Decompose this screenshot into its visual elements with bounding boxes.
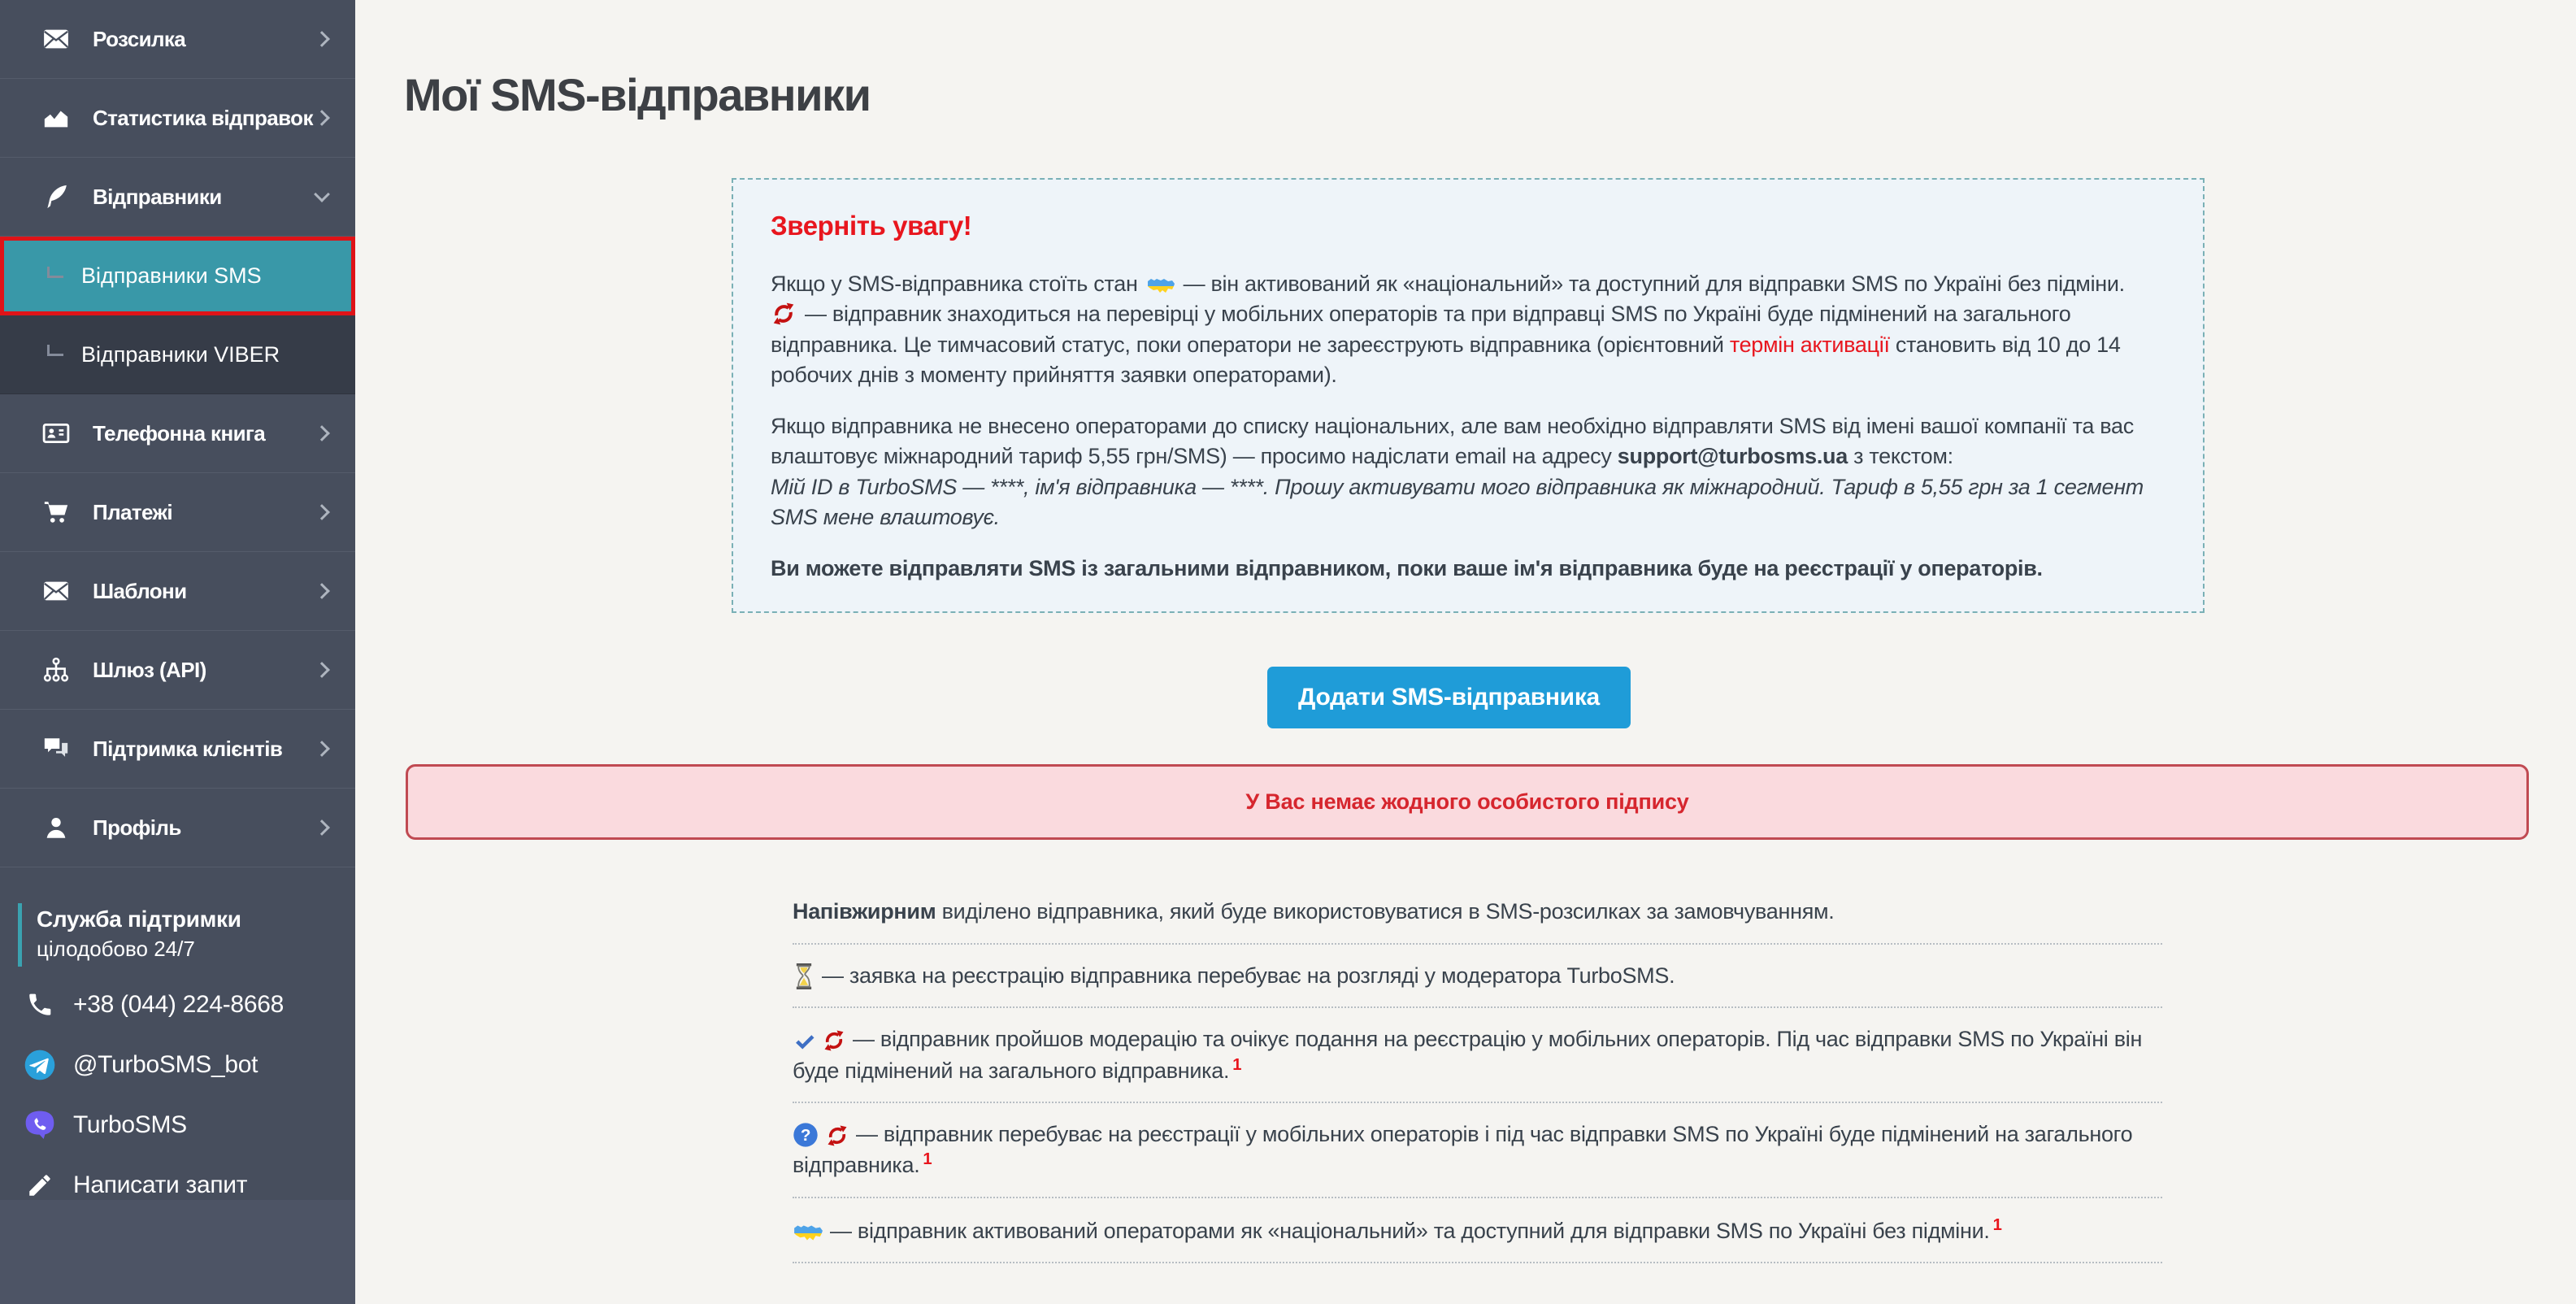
sidebar-item-label: Статистика відправок	[93, 105, 313, 130]
chevron-right-icon	[314, 741, 330, 757]
support-telegram-label: @TurboSMS_bot	[73, 1051, 258, 1078]
user-icon	[37, 811, 75, 844]
status-legend	[793, 880, 2162, 1263]
support-viber-link[interactable]	[18, 1103, 355, 1147]
support-write-request-label: Написати запит	[73, 1171, 248, 1198]
envelope-icon	[37, 23, 75, 55]
notice-box	[732, 178, 2205, 613]
page-title: Мої SMS-відправники	[404, 69, 871, 120]
notice-text: Якщо у SMS-відправника стоїть стан	[771, 272, 1138, 296]
sidebar-item-label: Телефонна книга	[93, 420, 266, 446]
activation-term-link[interactable]: термін активації	[1729, 332, 1890, 357]
add-sms-sender-button[interactable]: Додати SMS-відправника	[1267, 667, 1631, 728]
telegram-icon	[21, 1049, 59, 1081]
chevron-right-icon	[314, 662, 330, 678]
notice-heading: Зверніть увагу!	[771, 211, 972, 241]
notice-email-template-text: Мій ID в TurboSMS — ****, ім'я відправника — ****. Прошу активувати мого відправника як міжнародний. Тариф в 5,55 грн за 1 сегмент SMS мене влаштовує.	[771, 474, 2144, 529]
legend-text: — відправник активований операторами як «національний» та доступний для відправки SMS по Україні без підміни.	[830, 1218, 1990, 1243]
check-icon	[793, 1027, 822, 1051]
refresh-icon	[762, 302, 805, 326]
support-subtitle: цілодобово 24/7	[37, 937, 195, 961]
notice-text: — відправник знаходиться на перевірці у мобільних операторів та при відправці SMS по Україні буде підмінений на загального відправника. Це тимчасовий статус, поки оператори не зареєструють відправника (орієнтовний	[771, 302, 2071, 357]
legend-text: — відправник перебуває на реєстрації у мобільних операторів і під час відправки SMS по Україні буде підмінений на загального відправника.	[793, 1122, 2133, 1178]
chevron-right-icon	[314, 110, 330, 126]
sitemap-icon	[37, 654, 75, 686]
legend-text: — заявка на реєстрацію відправника перебуває на розгляді у модератора TurboSMS.	[822, 963, 1675, 988]
chart-icon	[37, 102, 75, 134]
sidebar-item-label: Відправники	[93, 184, 222, 209]
question-icon	[793, 1122, 825, 1146]
refresh-icon	[825, 1122, 856, 1146]
support-phone-label: +38 (044) 224-8668	[73, 991, 284, 1018]
sidebar-item-label: Профіль	[93, 815, 181, 840]
cart-icon	[37, 496, 75, 528]
support-block	[0, 903, 355, 1207]
elbow-icon	[47, 267, 63, 278]
support-viber-label: TurboSMS	[73, 1111, 187, 1138]
viber-icon	[21, 1109, 59, 1141]
legend-item-national-activated	[793, 1198, 2162, 1263]
sidebar-item-label: Підтримка клієнтів	[93, 736, 283, 761]
legend-item-moderation	[793, 945, 2162, 1008]
notice-text: Якщо відправника не внесено операторами до списку національних, але вам необхідно відправляти SMS від імені вашої компанії та вас влаштовує міжнародний тариф 5,55 грн/SMS) — просимо надіслати email на адресу	[771, 414, 2134, 469]
sidebar-item-phonebook[interactable]	[0, 394, 355, 473]
sidebar-item-label: Розсилка	[93, 26, 186, 51]
sidebar-subitem-label: Відправники VIBER	[81, 341, 280, 367]
sidebar-item-client-support[interactable]	[0, 710, 355, 789]
sidebar-item-label: Шаблони	[93, 578, 187, 603]
chevron-right-icon	[314, 504, 330, 520]
footnote-marker: 1	[1992, 1215, 2002, 1234]
legend-text: — відправник пройшов модерацію та очікує подання на реєстрацію у мобільних операторів. Під час відправки SMS по Україні він буде підмінений на загального відправника.	[793, 1027, 2143, 1083]
sidebar-item-label: Платежі	[93, 499, 172, 524]
support-header	[18, 903, 355, 967]
feather-icon	[37, 180, 75, 213]
legend-bold-text: Напівжирним	[793, 899, 936, 924]
phone-icon	[21, 991, 59, 1019]
notice-paragraph-2	[771, 411, 2165, 532]
refresh-icon	[822, 1027, 853, 1051]
notice-conclusion: Ви можете відправляти SMS із загальними відправником, поки ваше ім'я відправника буде на реєстрації у операторів.	[771, 556, 2043, 580]
sidebar-item-mailing[interactable]	[0, 0, 355, 79]
elbow-icon	[47, 345, 63, 356]
sidebar-subitem-senders-viber[interactable]	[0, 315, 355, 394]
notice-text: з текстом:	[1853, 444, 1953, 469]
notice-text: становить від 10 до 14 робочих днів з моменту прийняття заявки операторами).	[771, 332, 2121, 387]
footnote-marker: 1	[923, 1150, 932, 1169]
chevron-down-icon	[314, 186, 330, 202]
no-signature-alert: У Вас немає жодного особистого підпису	[406, 764, 2529, 840]
sidebar-item-templates[interactable]	[0, 552, 355, 631]
ukraine-flag-icon	[793, 1219, 830, 1243]
chevron-right-icon	[314, 31, 330, 47]
support-title: Служба підтримки	[37, 906, 241, 932]
ukraine-flag-icon	[1138, 272, 1184, 296]
legend-item-default-sender	[793, 880, 2162, 944]
address-book-icon	[37, 417, 75, 450]
sidebar-item-gateway-api[interactable]	[0, 631, 355, 710]
legend-text: виділено відправника, який буде використовуватися в SMS-розсилках за замовчуванням.	[936, 899, 1835, 924]
notice-text: — він активований як «національний» та доступний для відправки SMS по Україні без підміни.	[1183, 272, 2125, 296]
sidebar-item-payments[interactable]	[0, 473, 355, 552]
support-email-link[interactable]: support@turbosms.ua	[1617, 444, 1848, 469]
envelope-icon	[37, 575, 75, 607]
sidebar-subitem-label: Відправники SMS	[81, 263, 262, 288]
comments-icon	[37, 732, 75, 765]
sidebar-footer	[0, 1200, 355, 1304]
svg-text:?: ?	[800, 1125, 811, 1145]
sidebar-item-statistics[interactable]	[0, 79, 355, 158]
legend-item-operator-registration	[793, 1103, 2162, 1198]
footnote-marker: 1	[1232, 1055, 1242, 1074]
pencil-icon	[21, 1171, 59, 1199]
hourglass-icon	[793, 963, 822, 988]
notice-paragraph-1	[771, 269, 2165, 390]
sidebar-item-profile[interactable]	[0, 789, 355, 867]
sidebar-item-label: Шлюз (API)	[93, 657, 206, 682]
chevron-right-icon	[314, 425, 330, 441]
support-phone-link[interactable]	[18, 983, 355, 1027]
legend-item-passed-moderation	[793, 1008, 2162, 1103]
sidebar	[0, 0, 355, 1304]
sidebar-item-senders[interactable]	[0, 158, 355, 237]
support-telegram-link[interactable]	[18, 1043, 355, 1087]
chevron-right-icon	[314, 583, 330, 599]
sidebar-subitem-senders-sms[interactable]	[0, 237, 355, 315]
chevron-right-icon	[314, 819, 330, 836]
main-content	[355, 0, 2576, 1304]
